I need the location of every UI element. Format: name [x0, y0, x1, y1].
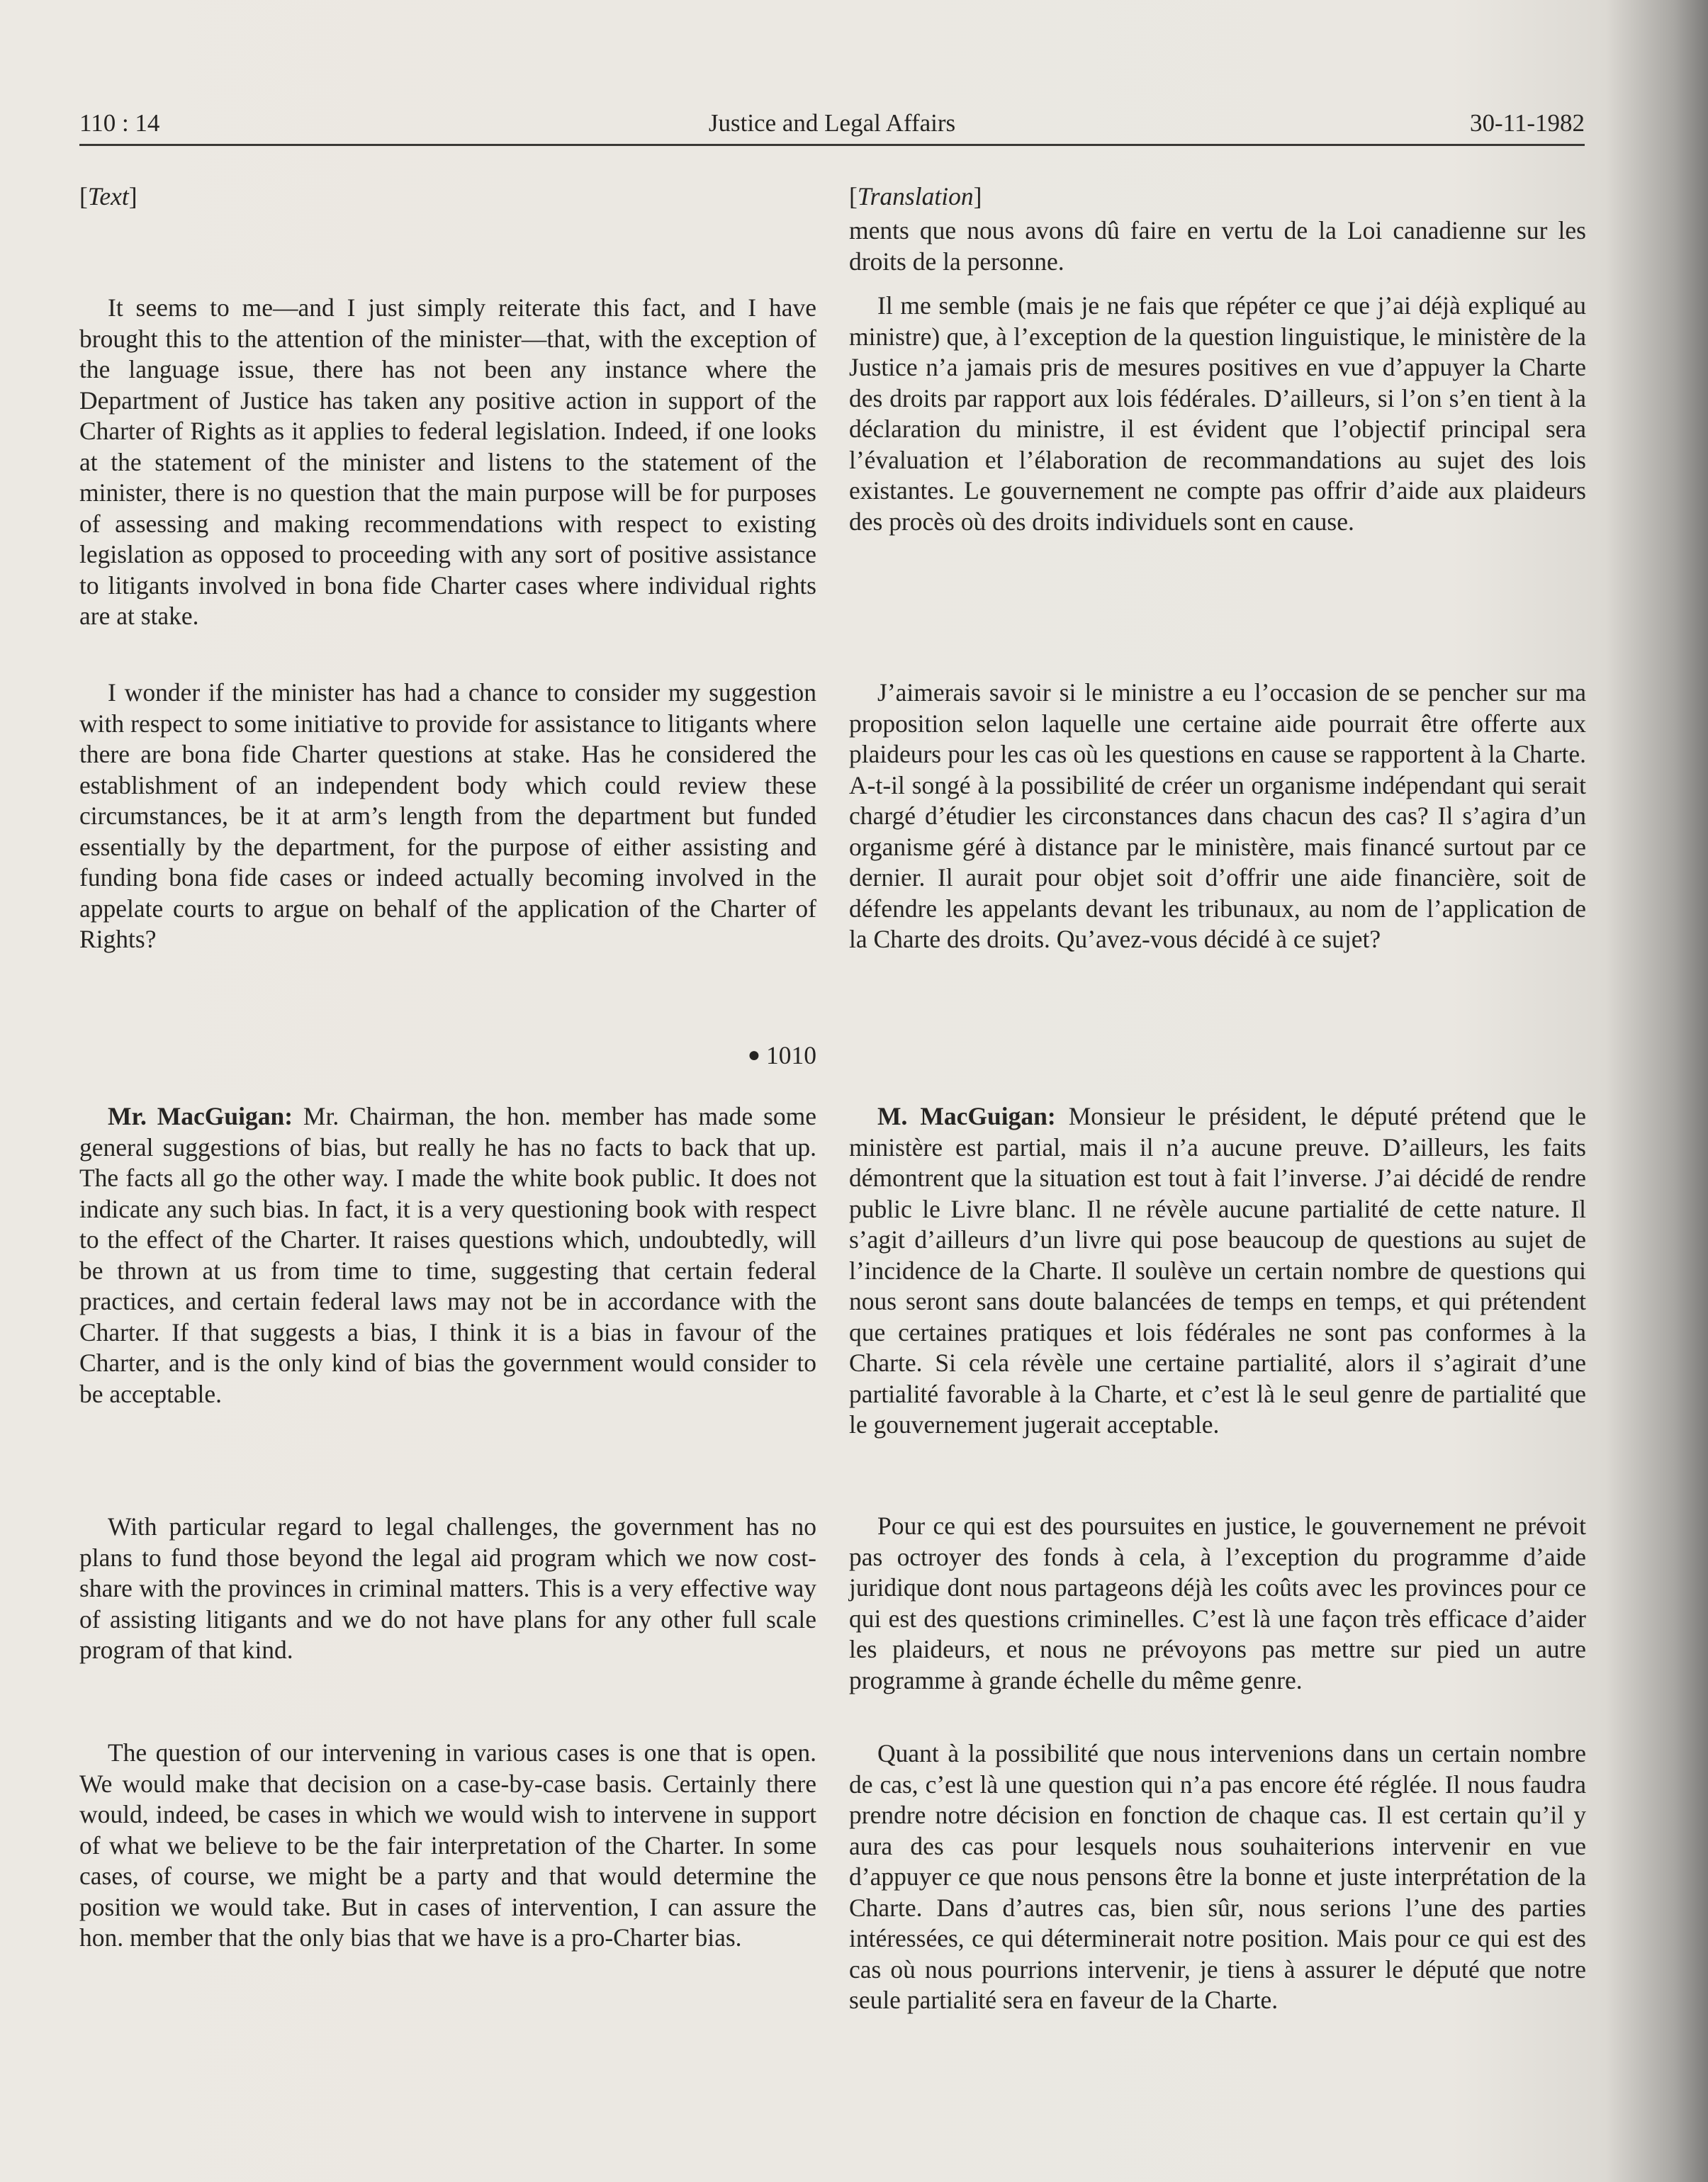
- time-marker: [79, 1040, 816, 1072]
- reply-text: Monsieur le président, le député prétend que le ministère est partial, mais il n’a aucune preuve. D’ailleurs, les faits démontrent que la situation est tout à fait l’inverse. J’ai décidé de rendre public le Livre blanc. Il ne révèle aucune partialité de cette nature. Il s’agit d’ailleurs d’un livre qui pose beaucoup de questions au sujet de l’incidence de la Charte. Il soulève un certain nombre de questions qui nous seront sans doute balancées de temps en temps, et qui prétendent que certaines pratiques et lois fédérales ne sont pas conformes à la Charte. Si cela révèle une certaine partialité, alors il s’agirait d’une partialité favorable à la Charte, et c’est là le seul genre de partialité que le gouvernement jugerait acceptable.: [849, 1102, 1587, 1439]
- paragraph: ments que nous avons dû faire en vertu de la Loi canadienne sur les droits de la personne.: [849, 216, 1586, 276]
- right-continued: [849, 215, 1586, 277]
- right-paragraph-2: [849, 677, 1586, 955]
- left-reply: [79, 1101, 816, 1410]
- right-paragraph-3: [849, 1511, 1586, 1696]
- paragraph: With particular regard to legal challenges, the government has no plans to fund those beyond the legal aid program which we now cost-share with the provinces in criminal matters. This is a very effective way of assisting litigants and we do not have plans for any other full scale program of that kind.: [79, 1512, 816, 1664]
- reply-text: Mr. Chairman, the hon. member has made some general suggestions of bias, but really he has no facts to back that up. The facts all go the other way. I made the white book public. It does not indicate any such bias. In fact, it is a very questioning book with respect to the effect of the Charter. It raises questions which, undoubtedly, will be thrown at us from time to time, suggesting that certain federal practices, and certain federal laws may not be in accordance with the Charter. If that suggests a bias, I think it is a bias in favour of the Charter, and is the only kind of bias the government would consider to be acceptable.: [79, 1102, 817, 1408]
- paragraph: It seems to me—and I just simply reiterate this fact, and I have brought this to the attention of the minister—that, with the exception of the language issue, there has not been any instance where the Department of Justice has taken any positive action in support of the Charter of Rights as it applies to federal legislation. Indeed, if one looks at the statement of the minister and listens to the statement of the minister, there is no question that the main purpose will be for purposes of assessing and making recommendations with respect to existing legislation as opposed to proceeding with any sort of positive assistance to litigants involved in bona fide Charter cases where individual rights are at stake.: [79, 293, 816, 630]
- right-paragraph-1: [849, 291, 1586, 537]
- paragraph: The question of our intervening in various cases is one that is open. We would make that decision on a case-by-case basis. Certainly there would, indeed, be cases in which we would wish to intervene in support of what we believe to be the fair interpretation of the Charter. In some cases, of course, we might be a party and that would determine the position we would take. But in cases of intervention, I can assure the hon. member that the only bias that we have is a pro-Charter bias.: [79, 1738, 816, 1952]
- left-paragraph-1: [79, 293, 816, 632]
- paragraph: Il me semble (mais je ne fais que répéter ce que j’ai déjà expliqué au ministre) que, à l’exception de la question linguistique, le ministère de la Justice n’a jamais pris de mesures positives en vue d’appuyer la Charte des droits par rapport aux lois fédérales. D’ailleurs, si l’on s’en tient à la déclaration du ministre, il est évident que l’objectif principal sera l’évaluation et l’élaboration de recommandations au sujet des lois existantes. Le gouvernement ne compte pas offrir d’aide aux plaideurs des procès où des droits individuels sont en cause.: [849, 291, 1586, 536]
- header-title: Justice and Legal Affairs: [708, 109, 956, 137]
- right-column: [849, 0, 1586, 2182]
- speaker-name: M. MacGuigan:: [877, 1102, 1056, 1130]
- paragraph: J’aimerais savoir si le ministre a eu l’occasion de se pencher sur ma proposition selon laquelle une certaine aide pourrait être offerte aux plaideurs pour les cas où les questions en cause se rapportent à la Charte. A-t-il songé à la possibilité de créer un organisme indépendant qui serait chargé d’étudier les circonstances dans chacun des cas? Il s’agira d’un organisme géré à distance par le ministère, mais financé surtout par ce dernier. Il aurait pour objet soit d’offrir une aide financière, soit de défendre les appelants devant les tribunaux, au nom de l’application de la Charte des droits. Qu’avez-vous décidé à ce sujet?: [849, 678, 1586, 953]
- left-paragraph-4: [79, 1738, 816, 1954]
- bullet-icon: ●: [747, 1043, 760, 1067]
- translation-label: Translation: [857, 182, 974, 210]
- right-paragraph-4: [849, 1738, 1586, 2016]
- left-label: [Text]: [79, 182, 137, 210]
- paragraph: Quant à la possibilité que nous intervenions dans un certain nombre de cas, c’est là une question qui n’a pas encore été réglée. Il nous faudra prendre notre décision en fonction de chaque cas. Il est certain qu’il y aura des cas pour lesquels nous souhaiterions intervenir en vue d’appuyer ce que nous pensons être la bonne et juste interprétation de la Charte. Dans d’autres cas, bien sûr, nous serions l’une des parties intéressées, ce qui déterminerait notre position. Mais pour ce qui est des cas où nous pourrions intervenir, je tiens à assurer le député que notre seule partialité sera en faveur de la Charte.: [849, 1739, 1586, 2014]
- right-reply: [849, 1101, 1586, 1441]
- text-label: Text: [87, 182, 129, 210]
- time-marker-value: 1010: [766, 1041, 816, 1069]
- left-paragraph-2: [79, 677, 816, 955]
- paragraph: Pour ce qui est des poursuites en justice, le gouvernement ne prévoit pas octroyer des fonds à cela, à l’exception du programme d’aide juridique dont nous partageons déjà les coûts avec les provinces pour ce qui est des questions criminelles. C’est là une façon très efficace d’aider les plaideurs, et nous ne prévoyons pas mettre sur pied un autre programme à grande échelle du même genre.: [849, 1512, 1586, 1694]
- header-date: 30-11-1982: [1469, 109, 1585, 137]
- paragraph: I wonder if the minister has had a chance to consider my suggestion with respect to some initiative to provide for assistance to litigants where there are bona fide Charter questions at stake. Has he considered the establishment of an independent body which could review these circumstances, be it at arm’s length from the department but funded essentially by the department, for the purpose of either assisting and funding bona fide cases or indeed actually becoming involved in the appelate courts to argue on behalf of the application of the Charter of Rights?: [79, 678, 816, 953]
- page-number: 110 : 14: [79, 109, 160, 137]
- speaker-name: Mr. MacGuigan:: [108, 1102, 293, 1130]
- left-column: [79, 0, 816, 2182]
- left-paragraph-3: [79, 1512, 816, 1666]
- right-label: [Translation]: [849, 182, 982, 210]
